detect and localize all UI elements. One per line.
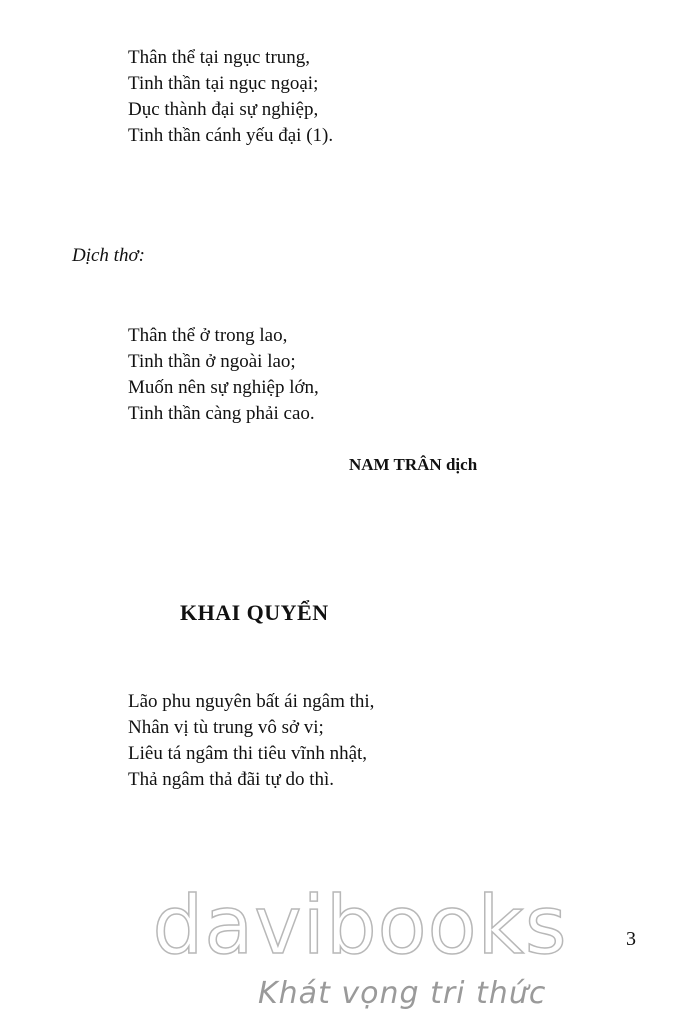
translator-suffix: dịch: [445, 455, 478, 474]
poem-line: Nhân vị tù trung vô sở vi;: [128, 717, 324, 738]
watermark: [150, 879, 570, 1011]
poem-line: Tinh thần cánh yếu đại (1).: [128, 125, 334, 146]
poem-line: Thân thể tại ngục trung,: [128, 47, 311, 68]
poem-line: Liêu tá ngâm thi tiêu vĩnh nhật,: [128, 743, 368, 764]
watermark-brand: davibooks: [152, 879, 568, 972]
poem-line: Tinh thần tại ngục ngoại;: [128, 73, 319, 94]
poem-line: Thân thể ở trong lao,: [128, 325, 288, 346]
translator-name: NAM TRÂN: [349, 455, 442, 474]
poem-line: Lão phu nguyên bất ái ngâm thi,: [128, 691, 375, 712]
poem-translation-stanza: [128, 323, 319, 427]
translator-credit: [349, 453, 477, 477]
poem-line: Thả ngâm thả đãi tự do thì.: [128, 769, 335, 790]
poem-line: Muốn nên sự nghiệp lớn,: [128, 377, 319, 398]
poem-line: Tinh thần ở ngoài lao;: [128, 351, 296, 372]
watermark-slogan: Khát vọng tri thức: [258, 976, 547, 1011]
section-title: KHAI QUYỂN: [180, 600, 329, 625]
poem-khai-quyen-stanza: [128, 689, 374, 793]
poem-line: Tinh thần càng phải cao.: [128, 403, 315, 424]
poem-original-stanza: [128, 45, 333, 149]
poem-line: Dục thành đại sự nghiệp,: [128, 99, 319, 120]
page-number: 3: [626, 928, 636, 950]
translation-label: Dịch thơ:: [72, 245, 145, 266]
